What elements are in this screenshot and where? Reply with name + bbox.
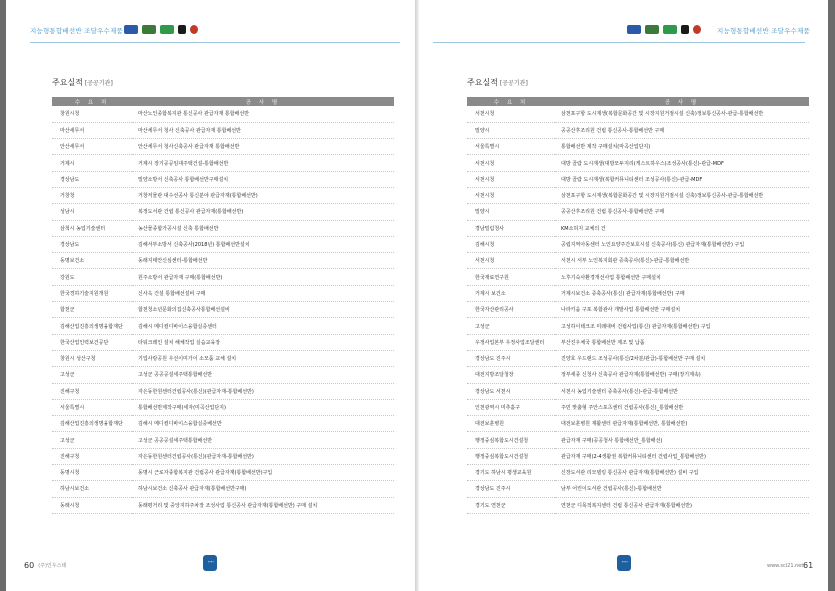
project-cell: 삼천포구항 도시재생(복합문화공간 및 시장지원거점시설 신축)정보통신공사-관급-통합배선반 bbox=[555, 187, 809, 203]
green-logo-icon bbox=[663, 25, 677, 34]
table-row bbox=[52, 139, 394, 155]
client-cell: 행정중심복합도시건설청 bbox=[467, 448, 555, 464]
table-row bbox=[467, 432, 809, 448]
project-cell: 진양호 우드랜드 조성공사(통신/2차분/관급)-통합배선반 구매 설치 bbox=[555, 350, 809, 366]
client-cell: 경기도 하남시 평생교육원 bbox=[467, 465, 555, 481]
table-row bbox=[467, 481, 809, 497]
client-cell: 삼척시 농업기술센터 bbox=[52, 220, 132, 236]
project-cell: 동래평거리 및 중앙지하주차장 조성사업 통신공사 관급자재(통합배선반) 구매 설치 bbox=[132, 497, 394, 513]
table-row bbox=[52, 155, 394, 171]
section-title bbox=[52, 77, 113, 88]
table-header-row bbox=[467, 97, 809, 106]
table-row bbox=[52, 448, 394, 464]
green-logo-icon bbox=[160, 25, 174, 34]
client-cell: 서천시청 bbox=[467, 106, 555, 122]
table-row bbox=[52, 432, 394, 448]
client-cell: 인천광역시 미추홀구 bbox=[467, 399, 555, 415]
header-project: 공 사 명 bbox=[132, 97, 394, 106]
left-table-body bbox=[52, 106, 394, 513]
client-cell: 밀양시 bbox=[467, 204, 555, 220]
client-cell: 서천시청 bbox=[467, 171, 555, 187]
table-row bbox=[467, 497, 809, 513]
project-cell: 대전보훈병원 재활센터 관급자재(통합배선반, 통합배선반) bbox=[555, 416, 809, 432]
table-row bbox=[52, 122, 394, 138]
table-row bbox=[52, 302, 394, 318]
client-cell: 거창청 bbox=[52, 187, 132, 203]
table-row bbox=[52, 416, 394, 432]
project-cell: 동래지태안신심센터-통합배선반 bbox=[132, 253, 394, 269]
company-name: (주)인우스테 bbox=[38, 563, 67, 569]
table-row bbox=[467, 139, 809, 155]
quality-logo-icon bbox=[681, 25, 689, 34]
client-cell: 합천군 bbox=[52, 302, 132, 318]
client-cell: 고성군 bbox=[52, 432, 132, 448]
table-row bbox=[467, 220, 809, 236]
client-cell: 한국산업인력보건공단 bbox=[52, 334, 132, 350]
project-cell: 부산진우체국 통합배선반 제조 및 납품 bbox=[555, 334, 809, 350]
project-cell: 자은동한원센터건립공사(통신)(관급자재-통합배선반) bbox=[132, 448, 394, 464]
left-page bbox=[6, 0, 415, 591]
project-cell: 삼천포구항 도시재생(복합문화공간 및 시장지원거점시설 신축)정보통신공사-관급-통합배선반 bbox=[555, 106, 809, 122]
project-cell: 통합배선반 제작 구매설치(마곡산업단지) bbox=[555, 139, 809, 155]
table-row bbox=[52, 350, 394, 366]
brand-badge-icon: ᠁ bbox=[617, 555, 631, 571]
client-cell: 경상남도 진주시 bbox=[467, 481, 555, 497]
certification-logos bbox=[627, 25, 701, 34]
section-title-text: 주요실적 bbox=[467, 78, 498, 87]
korea-logo-icon bbox=[693, 25, 701, 34]
table-row bbox=[52, 481, 394, 497]
project-cell: 안산세무서 청사신축공사 관급자재 통합배선반 bbox=[132, 139, 394, 155]
client-cell: 김해시청 bbox=[467, 236, 555, 252]
client-cell: 창원시청 bbox=[52, 106, 132, 122]
table-row bbox=[52, 187, 394, 203]
project-cell: 원주소방서 관급자재 구매(통합배선반) bbox=[132, 269, 394, 285]
table-row bbox=[467, 302, 809, 318]
table-row bbox=[52, 236, 394, 252]
table-row bbox=[52, 465, 394, 481]
left-page-footer bbox=[24, 561, 66, 570]
table-row bbox=[52, 253, 394, 269]
client-cell: 밀양시 bbox=[467, 122, 555, 138]
table-row bbox=[467, 334, 809, 350]
project-cell: 고성군 공공공설세주택통합배선반 bbox=[132, 432, 394, 448]
project-cell: 복정도서관 건립 통신공사 관급자재(통합배선반) bbox=[132, 204, 394, 220]
project-cell: 고성군 공공공설세주택통합배선반 bbox=[132, 367, 394, 383]
project-cell: 신장도서관 리모델링 통신공사 관급자재(통합배선반) 설비 구입 bbox=[555, 465, 809, 481]
table-row bbox=[467, 350, 809, 366]
table-row bbox=[467, 155, 809, 171]
client-cell: 서천시청 bbox=[467, 253, 555, 269]
section-title bbox=[467, 77, 528, 88]
project-cell: 마산세무서 청사 신축공사 관급자재 통합배선반 bbox=[132, 122, 394, 138]
client-cell: 서천시청 bbox=[467, 187, 555, 203]
project-cell: 정부세종 신청사 신축공사 관급자재(통합배선반) 구매(장기계속) bbox=[555, 367, 809, 383]
project-cell: 마산노인종합복지관 통신공사 관급자재 통합배선반 bbox=[132, 106, 394, 122]
table-row bbox=[52, 285, 394, 301]
client-cell: 한국경하기술지원개원 bbox=[52, 285, 132, 301]
table-row bbox=[467, 399, 809, 415]
client-cell: 행정중심복합도시건설청 bbox=[467, 432, 555, 448]
table-row bbox=[52, 171, 394, 187]
certification-logos bbox=[124, 25, 198, 34]
table-row bbox=[467, 236, 809, 252]
project-cell: 공립지역아동센터 노인요양주간보호시설 신축공사(통신) 관급자재(통합배선반) 구입 bbox=[555, 236, 809, 252]
procurement-logo-icon bbox=[627, 25, 641, 34]
section-subtitle: [공공기관] bbox=[84, 80, 113, 87]
table-row bbox=[52, 334, 394, 350]
header-title: 지능형통합배선반 조달우수제품 bbox=[717, 27, 810, 35]
project-cell: 관급자재 구매(2-4생활권 복합커뮤니티센터 건립사업_통합배선반) bbox=[555, 448, 809, 464]
project-cell: 남부 어린이도서관 건립공사(통신)-통합배선반 bbox=[555, 481, 809, 497]
table-row bbox=[52, 367, 394, 383]
project-cell: 대방 골람 도시재생(대방모두지리(게스트하우스)조성공사(통신)-관급-MDF bbox=[555, 155, 809, 171]
project-cell: 거창저물관 대수선공사 통신분야 관급자재(통합배선반) bbox=[132, 187, 394, 203]
client-cell: 경남밀림청사 bbox=[467, 220, 555, 236]
client-cell: 강원도 bbox=[52, 269, 132, 285]
project-cell: 나라키움 구포 복합관사 개발사업 통합배선반 구매설치 bbox=[555, 302, 809, 318]
project-cell: 거제시보건소 증축공사(통신) 관급자재(통합배선반) 구매 bbox=[555, 285, 809, 301]
section-subtitle: [공공기관] bbox=[499, 80, 528, 87]
project-cell: 농산물종합가공시설 신축 통합배선반 bbox=[132, 220, 394, 236]
client-cell: 한국자산관리공사 bbox=[467, 302, 555, 318]
client-cell: 고성군 bbox=[52, 367, 132, 383]
project-cell: 서천시 서부 노인복지회관 증축공사(통신)-관급-통합배선반 bbox=[555, 253, 809, 269]
table-row bbox=[467, 448, 809, 464]
header-rule bbox=[433, 42, 805, 43]
project-cell: 대방 골람 도시재생(복합커뮤니티센터 조성공사(통신)-관급-MDF bbox=[555, 171, 809, 187]
table-row bbox=[52, 497, 394, 513]
table-row bbox=[467, 367, 809, 383]
project-cell: 하남시보건소 신축공사 관급자재(통합배선반구매) bbox=[132, 481, 394, 497]
header-client: 수 요 처 bbox=[52, 97, 132, 106]
project-cell: 통합배선반제작구매(세자(미곡산업단지) bbox=[132, 399, 394, 415]
left-header bbox=[6, 22, 415, 42]
project-cell: 기업사랑공원 우선이미가이 소모품 교체 설치 bbox=[132, 350, 394, 366]
korea-logo-icon bbox=[190, 25, 198, 34]
table-row bbox=[52, 383, 394, 399]
client-cell: 안산세무서 bbox=[52, 139, 132, 155]
table-row bbox=[467, 204, 809, 220]
client-cell: 거제시 bbox=[52, 155, 132, 171]
table-row bbox=[467, 253, 809, 269]
client-cell: 한국재료연구원 bbox=[467, 269, 555, 285]
client-cell: 경상남도 bbox=[52, 236, 132, 252]
project-cell: KM소허지 교체의 건 bbox=[555, 220, 809, 236]
client-cell: 경상남도 bbox=[52, 171, 132, 187]
header-client: 수 요 처 bbox=[467, 97, 555, 106]
client-cell: 동래시청 bbox=[52, 497, 132, 513]
right-header bbox=[419, 22, 828, 42]
header-rule bbox=[30, 42, 400, 43]
client-cell: 마산세무서 bbox=[52, 122, 132, 138]
table-row bbox=[467, 285, 809, 301]
project-cell: 김해서부소방서 신축공사(2018년) 통합배선반설치 bbox=[132, 236, 394, 252]
table-row bbox=[467, 122, 809, 138]
project-cell: 연천군 디목적복지센터 건립 통신공사 관급자재(통합배선반) bbox=[555, 497, 809, 513]
client-cell: 서울특별시 bbox=[52, 399, 132, 415]
client-cell: 대전보훈병원 bbox=[467, 416, 555, 432]
right-results-table bbox=[467, 97, 809, 514]
client-cell: 성남시 bbox=[52, 204, 132, 220]
project-cell: 거제시 장기공공임대주택건설-통합배선반 bbox=[132, 155, 394, 171]
header-title: 지능형통합배선반 조달우수제품 bbox=[30, 27, 123, 35]
project-cell: 신사옥 건설 통합배선설비 구매 bbox=[132, 285, 394, 301]
table-row bbox=[467, 187, 809, 203]
project-cell: 노후기숙사환경개선사업 통합배선반 구매설치 bbox=[555, 269, 809, 285]
certification-logo-icon bbox=[645, 25, 659, 34]
table-row bbox=[52, 399, 394, 415]
project-cell: 타워크레인 설치 해체작업 실습교육장 bbox=[132, 334, 394, 350]
client-cell: 고성군 bbox=[467, 318, 555, 334]
table-row bbox=[467, 416, 809, 432]
project-cell: 주민 맞춤형 주안스포츠센터 건립공사(통신)_통합배선반 bbox=[555, 399, 809, 415]
table-row bbox=[467, 106, 809, 122]
table-row bbox=[52, 269, 394, 285]
table-row bbox=[467, 318, 809, 334]
table-row bbox=[467, 171, 809, 187]
project-cell: 밀양소방서 신축공사 통합배선반구매설치 bbox=[132, 171, 394, 187]
table-row bbox=[52, 318, 394, 334]
project-cell: 서천시 농업기술센터 증축공사(통신)-관급-통합배선반 bbox=[555, 383, 809, 399]
table-row bbox=[467, 383, 809, 399]
table-row bbox=[467, 465, 809, 481]
certification-logo-icon bbox=[142, 25, 156, 34]
client-cell: 진해구청 bbox=[52, 383, 132, 399]
client-cell: 김해산업진흥의생명융합재단 bbox=[52, 416, 132, 432]
procurement-logo-icon bbox=[124, 25, 138, 34]
project-cell: 김해시 메디컬디바이스융합실증배선반 bbox=[132, 416, 394, 432]
client-cell: 김해산업진흥의생명융합재단 bbox=[52, 318, 132, 334]
client-cell: 진해구청 bbox=[52, 448, 132, 464]
client-cell: 창원시 성산구청 bbox=[52, 350, 132, 366]
client-cell: 서울특별시 bbox=[467, 139, 555, 155]
website-url: www.sci21.net bbox=[767, 563, 804, 569]
project-cell: 동명시 근로자종합복지관 건립공사 관급자재(통합배선반)구입 bbox=[132, 465, 394, 481]
table-row bbox=[52, 220, 394, 236]
project-cell: 관급자재 구매(공공청사 통합배선반_통합배선) bbox=[555, 432, 809, 448]
project-cell: 합천청소년문화의집신축공사통합배선설비 bbox=[132, 302, 394, 318]
right-table-body bbox=[467, 106, 809, 513]
project-cell: 공공산후조리원 건립 통신공사-통합배선반 구매 bbox=[555, 122, 809, 138]
client-cell: 경기도 연천군 bbox=[467, 497, 555, 513]
header-project: 공 사 명 bbox=[555, 97, 809, 106]
brand-badge-icon: ᠁ bbox=[203, 555, 217, 571]
client-cell: 동명보건소 bbox=[52, 253, 132, 269]
project-cell: 자은동한원센터건립공사(통신)(관급자재-통합배선반) bbox=[132, 383, 394, 399]
client-cell: 하남시보건소 bbox=[52, 481, 132, 497]
project-cell: 고성하이테크조 미래대비 건립사업(통신) 관급자재(통합배선반) 구입 bbox=[555, 318, 809, 334]
project-cell: 김해시 메디컬디바이스융합실증센터 bbox=[132, 318, 394, 334]
table-row bbox=[52, 106, 394, 122]
client-cell: 경상남도 진주시 bbox=[467, 350, 555, 366]
right-page bbox=[419, 0, 828, 591]
table-header-row bbox=[52, 97, 394, 106]
left-results-table bbox=[52, 97, 394, 514]
client-cell: 경상남도 서천시 bbox=[467, 383, 555, 399]
section-title-text: 주요실적 bbox=[52, 78, 83, 87]
table-row bbox=[52, 204, 394, 220]
client-cell: 우정사업본부 우정사업조달센터 bbox=[467, 334, 555, 350]
client-cell: 대전지방조달청장 bbox=[467, 367, 555, 383]
page-number: 61 bbox=[803, 561, 814, 570]
project-cell: 공공산후조리원 건립 통신공사-통합배선반 구매 bbox=[555, 204, 809, 220]
client-cell: 거제시 보건소 bbox=[467, 285, 555, 301]
page-number: 60 bbox=[24, 561, 35, 570]
table-row bbox=[467, 269, 809, 285]
quality-logo-icon bbox=[178, 25, 186, 34]
client-cell: 서천시청 bbox=[467, 155, 555, 171]
client-cell: 동명시청 bbox=[52, 465, 132, 481]
